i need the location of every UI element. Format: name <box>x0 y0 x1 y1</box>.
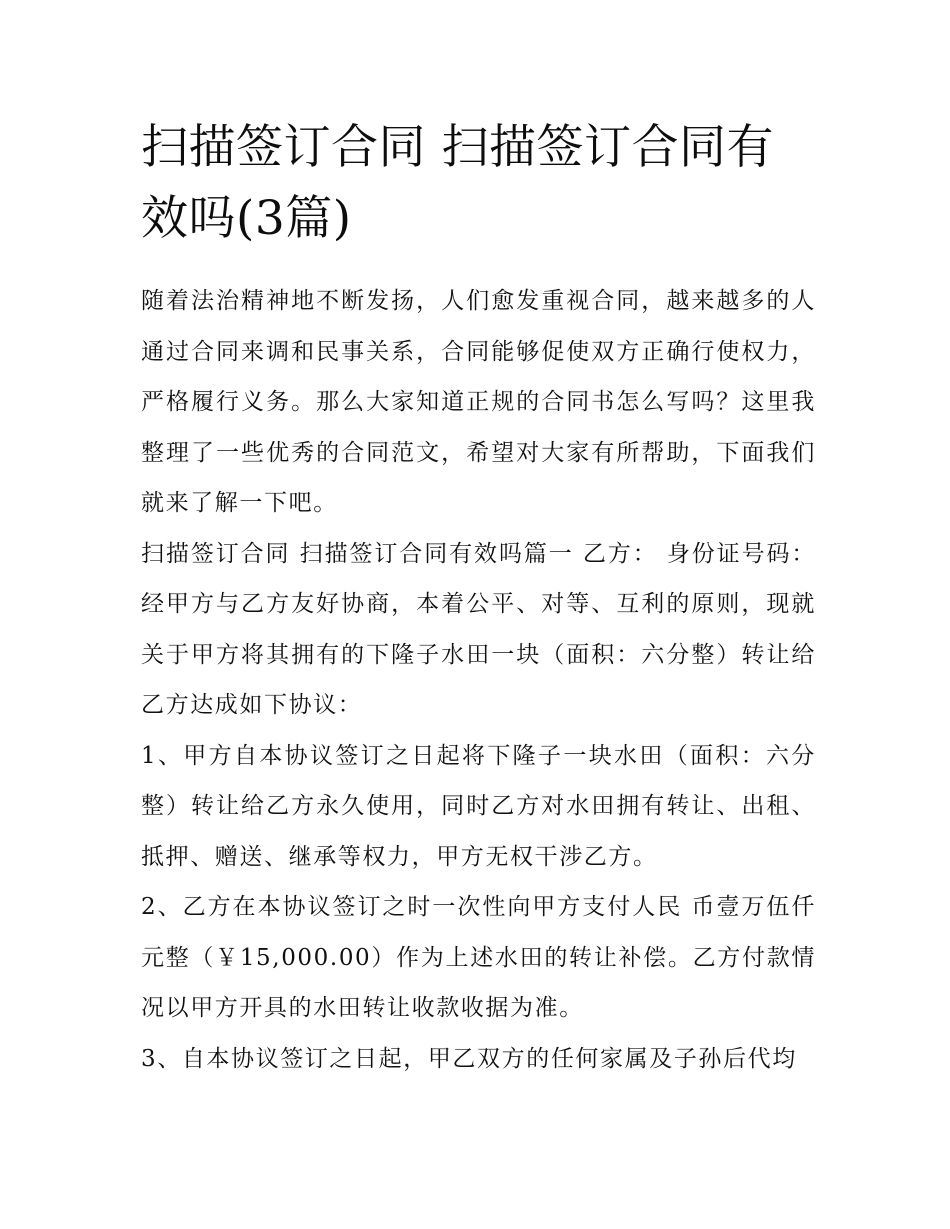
document-title: 扫描签订合同 扫描签订合同有效吗(3篇) <box>141 120 774 246</box>
clause-1-paragraph: 1、甲方自本协议签订之日起将下隆子一块水田（面积：六分整）转让给乙方永久使用，同时乙方对水田拥有转让、出租、抵押、赠送、继承等权力，甲方无权干涉乙方。 <box>141 742 816 870</box>
contract-preamble-paragraph: 扫描签订合同 扫描签订合同有效吗篇一 乙方： 身份证号码：经甲方与乙方友好协商，本着公平、对等、互利的原则，现就关于甲方将其拥有的下隆子水田一块（面积：六分整）转让给乙方达成如下协议： <box>141 540 816 718</box>
clause-3-paragraph: 3、自本协议签订之日起，甲乙双方的任何家属及子孙后代均 <box>141 1045 797 1072</box>
intro-paragraph: 随着法治精神地不断发扬，人们愈发重视合同，越来越多的人通过合同来调和民事关系，合同能够促使双方正确行使权力，严格履行义务。那么大家知道正规的合同书怎么写吗？这里我整理了一些优秀的合同范文，希望对大家有所帮助，下面我们就来了解一下吧。 <box>141 288 816 516</box>
clause-2-paragraph: 2、乙方在本协议签订之时一次性向甲方支付人民 币壹万伍仟元整（￥15,000.00）作为上述水田的转让补偿。乙方付款情况以甲方开具的水田转让收款收据为准。 <box>141 894 816 1021</box>
document-body <box>141 112 816 1084</box>
